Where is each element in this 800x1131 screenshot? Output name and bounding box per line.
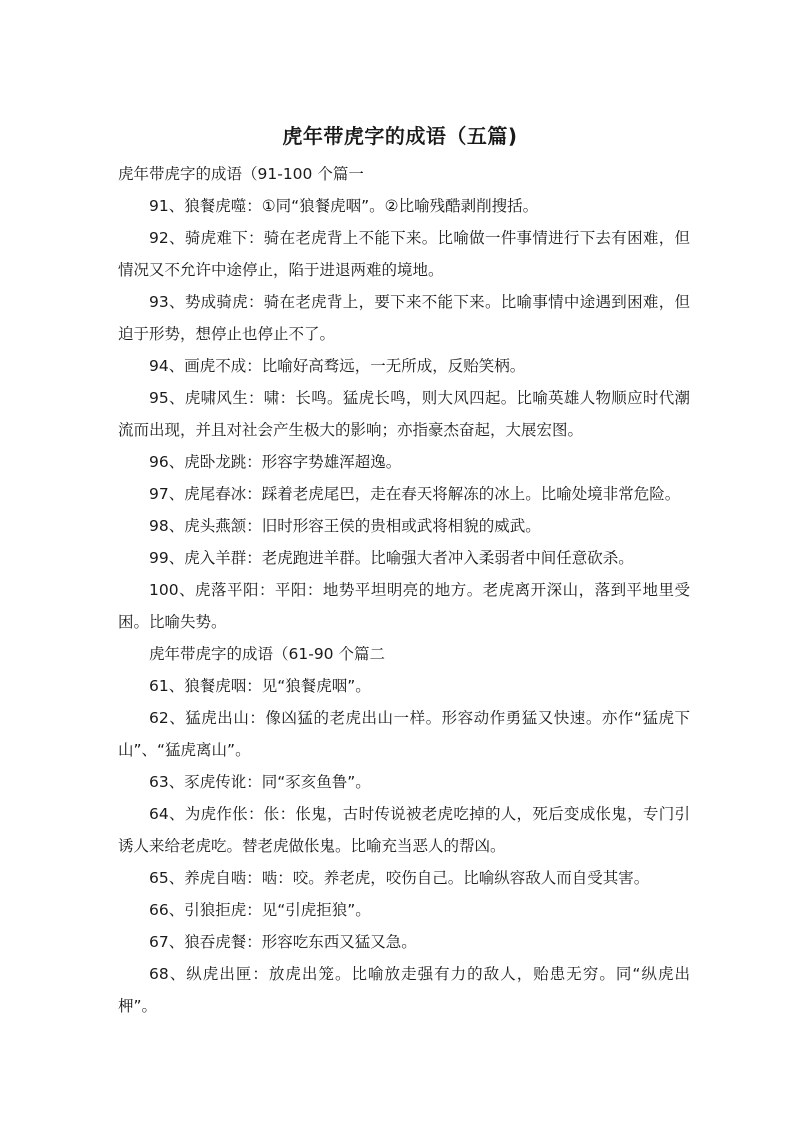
idiom-entry-63: 63、豕虎传讹：同“豕亥鱼鲁”。 [149, 773, 371, 791]
idiom-entry-91: 91、狼餐虎噬：①同“狼餐虎咽”。②比喻残酷剥削搜括。 [149, 197, 539, 215]
section-heading-2: 虎年带虎字的成语（61-90 个篇二 [149, 645, 385, 663]
idiom-entry-99: 99、虎入羊群：老虎跑进羊群。比喻强大者冲入柔弱者中间任意砍杀。 [149, 549, 634, 567]
idiom-entry-65: 65、养虎自啮：啮：咬。养老虎，咬伤自己。比喻纵容敌人而自受其害。 [149, 869, 650, 887]
idiom-entry-62: 62、猛虎出山：像凶猛的老虎出山一样。形容动作勇猛又快速。亦作“猛虎下山”、“猛虎离山”。 [118, 709, 690, 759]
idiom-entry-68: 68、纵虎出匣：放虎出笼。比喻放走强有力的敌人，贻患无穷。同“纵虎出柙”。 [118, 965, 690, 1015]
document-title: 虎年带虎字的成语（五篇) [282, 124, 518, 148]
idiom-entry-67: 67、狼吞虎餐：形容吃东西又猛又急。 [149, 933, 417, 951]
idiom-entry-61: 61、狼餐虎咽：见“狼餐虎咽”。 [149, 677, 371, 695]
idiom-entry-97: 97、虎尾春冰：踩着老虎尾巴，走在春天将解冻的冰上。比喻处境非常危险。 [149, 485, 681, 503]
idiom-entry-66: 66、引狼拒虎：见“引虎拒狼”。 [149, 901, 371, 919]
idiom-entry-92: 92、骑虎难下：骑在老虎背上不能下来。比喻做一件事情进行下去有困难，但情况又不允许中途停止，陷于进退两难的境地。 [118, 229, 690, 279]
idiom-entry-93: 93、势成骑虎：骑在老虎背上，要下来不能下来。比喻事情中途遇到困难，但迫于形势，想停止也停止不了。 [118, 293, 690, 343]
idiom-entry-98: 98、虎头燕颔：旧时形容王侯的贵相或武将相貌的威武。 [149, 517, 541, 535]
idiom-entry-64: 64、为虎作伥：伥：伥鬼，古时传说被老虎吃掉的人，死后变成伥鬼，专门引诱人来给老虎吃。替老虎做伥鬼。比喻充当恶人的帮凶。 [118, 805, 690, 855]
idiom-entry-96: 96、虎卧龙跳：形容字势雄浑超逸。 [149, 453, 402, 471]
idiom-entry-95: 95、虎啸风生：啸：长鸣。猛虎长鸣，则大风四起。比喻英雄人物顺应时代潮流而出现，并且对社会产生极大的影响；亦指豪杰奋起，大展宏图。 [118, 389, 690, 439]
document-body [118, 190, 690, 1022]
section-heading-1: 虎年带虎字的成语（91-100 个篇一 [118, 165, 364, 183]
idiom-entry-100: 100、虎落平阳：平阳：地势平坦明亮的地方。老虎离开深山，落到平地里受困。比喻失势。 [118, 581, 690, 631]
idiom-entry-94: 94、画虎不成：比喻好高骛远，一无所成，反贻笑柄。 [149, 357, 526, 375]
